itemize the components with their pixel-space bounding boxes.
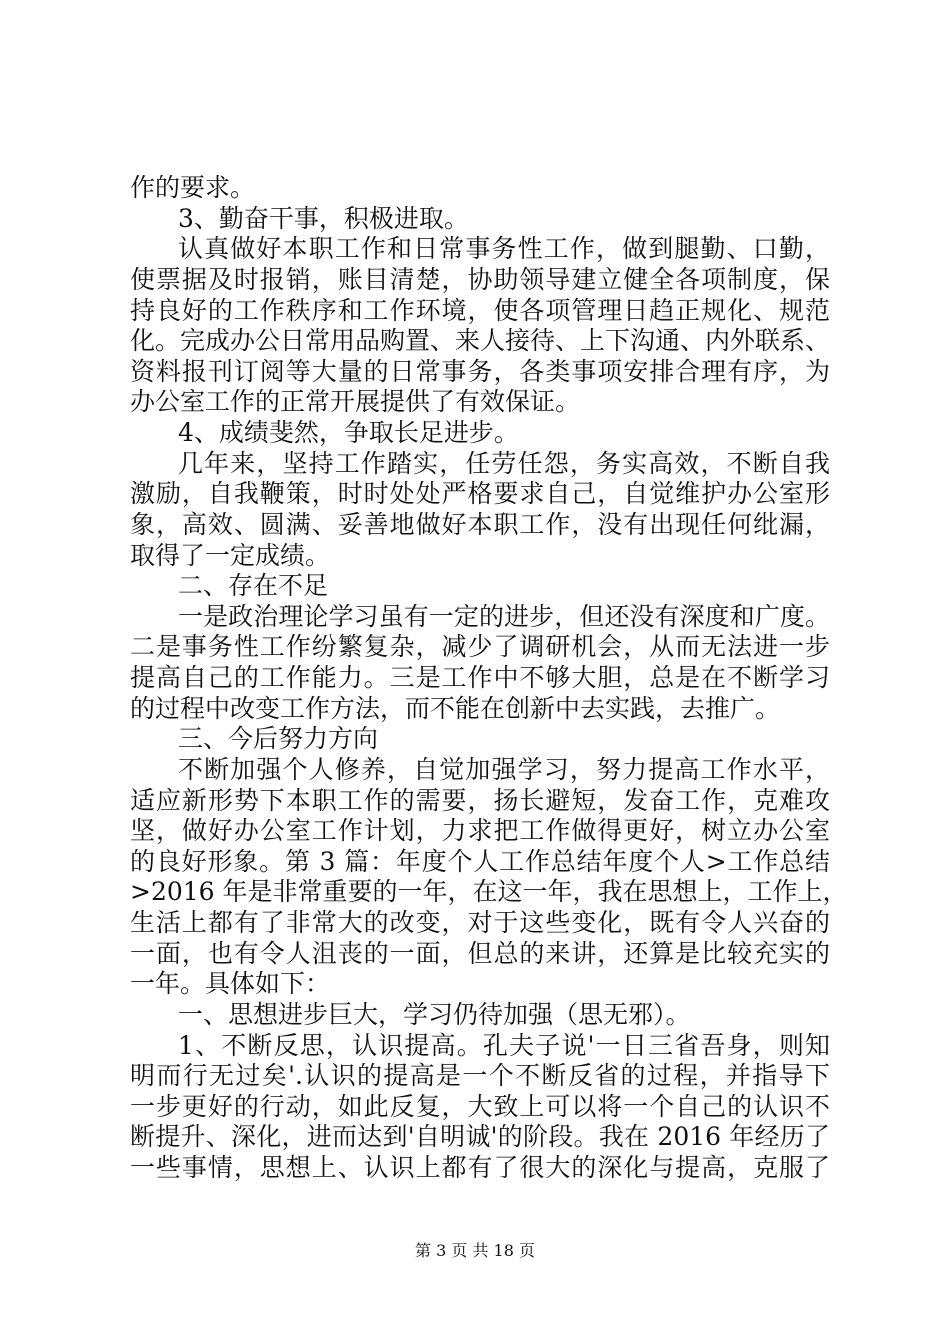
text-line: 提高自己的工作能力。三是工作中不够大胆，总是在不断学习	[130, 663, 830, 692]
text-line: 一些事情，思想上、认识上都有了很大的深化与提高，克服了	[130, 1153, 830, 1182]
text-line: 1、不断反思，认识提高。孔夫子说'一日三省吾身，则知	[178, 1031, 830, 1060]
text-line: 一步更好的行动，如此反复，大致上可以将一个自己的认识不	[130, 1092, 830, 1121]
text-line: 化。完成办公日常用品购置、来人接待、上下沟通、内外联系、	[130, 326, 831, 355]
text-line: 办公室工作的正常开展提供了有效保证。	[130, 387, 581, 416]
text-line: 适应新形势下本职工作的需要，扬长避短，发奋工作，克难攻	[130, 786, 830, 815]
text-line: 资料报刊订阅等大量的日常事务，各类事项安排合理有序，为	[130, 357, 830, 386]
section-heading: 3、勤奋干事，积极进取。	[178, 204, 469, 233]
page-number-footer: 第 3 页 共 18 页	[415, 1241, 535, 1260]
text-line: 生活上都有了非常大的改变，对于这些变化，既有令人兴奋的	[130, 908, 830, 937]
text-line: 使票据及时报销，账目清楚，协助领导建立健全各项制度，保	[130, 265, 830, 294]
text-line: 坚，做好办公室工作计划，力求把工作做得更好，树立办公室	[130, 816, 830, 845]
text-line: 一面，也有令人沮丧的一面，但总的来讲，还算是比较充实的	[130, 939, 830, 968]
text-line: 的良好形象。第 3 篇：年度个人工作总结年度个人>工作总结	[130, 847, 830, 876]
section-heading: 4、成绩斐然，争取长足进步。	[178, 418, 519, 447]
text-line: 认真做好本职工作和日常事务性工作，做到腿勤、口勤，	[178, 234, 830, 263]
text-line: 明而行无过矣'.认识的提高是一个不断反省的过程，并指导下	[130, 1061, 830, 1090]
text-line: 持良好的工作秩序和工作环境，使各项管理日趋正规化、规范	[130, 296, 830, 325]
text-line: 的过程中改变工作方法，而不能在创新中去实践，去推广。	[130, 694, 781, 723]
text-line: 不断加强个人修养，自觉加强学习，努力提高工作水平，	[178, 755, 830, 784]
text-line: 一年。具体如下：	[130, 969, 331, 998]
text-line: 几年来，坚持工作踏实，任劳任怨，务实高效，不断自我	[178, 449, 830, 478]
text-line: 断提升、深化，进而达到'自明诚'的阶段。我在 2016 年经历了	[130, 1122, 830, 1151]
section-heading: 三、今后努力方向	[178, 724, 379, 753]
text-line: 一是政治理论学习虽有一定的进步，但还没有深度和广度。	[178, 602, 830, 631]
text-line: 象，高效、圆满、妥善地做好本职工作，没有出现任何纰漏，	[130, 510, 830, 539]
text-line: 二是事务性工作纷繁复杂，减少了调研机会，从而无法进一步	[130, 632, 830, 661]
text-line: >2016 年是非常重要的一年，在这一年，我在思想上，工作上，	[130, 877, 848, 906]
text-line: 激励，自我鞭策，时时处处严格要求自己，自觉维护办公室形	[130, 479, 830, 508]
text-line: 取得了一定成绩。	[130, 541, 331, 570]
text-line: 作的要求。	[130, 173, 256, 202]
section-heading: 一、思想进步巨大，学习仍待加强（思无邪）。	[178, 1000, 691, 1029]
section-heading: 二、存在不足	[178, 571, 329, 600]
